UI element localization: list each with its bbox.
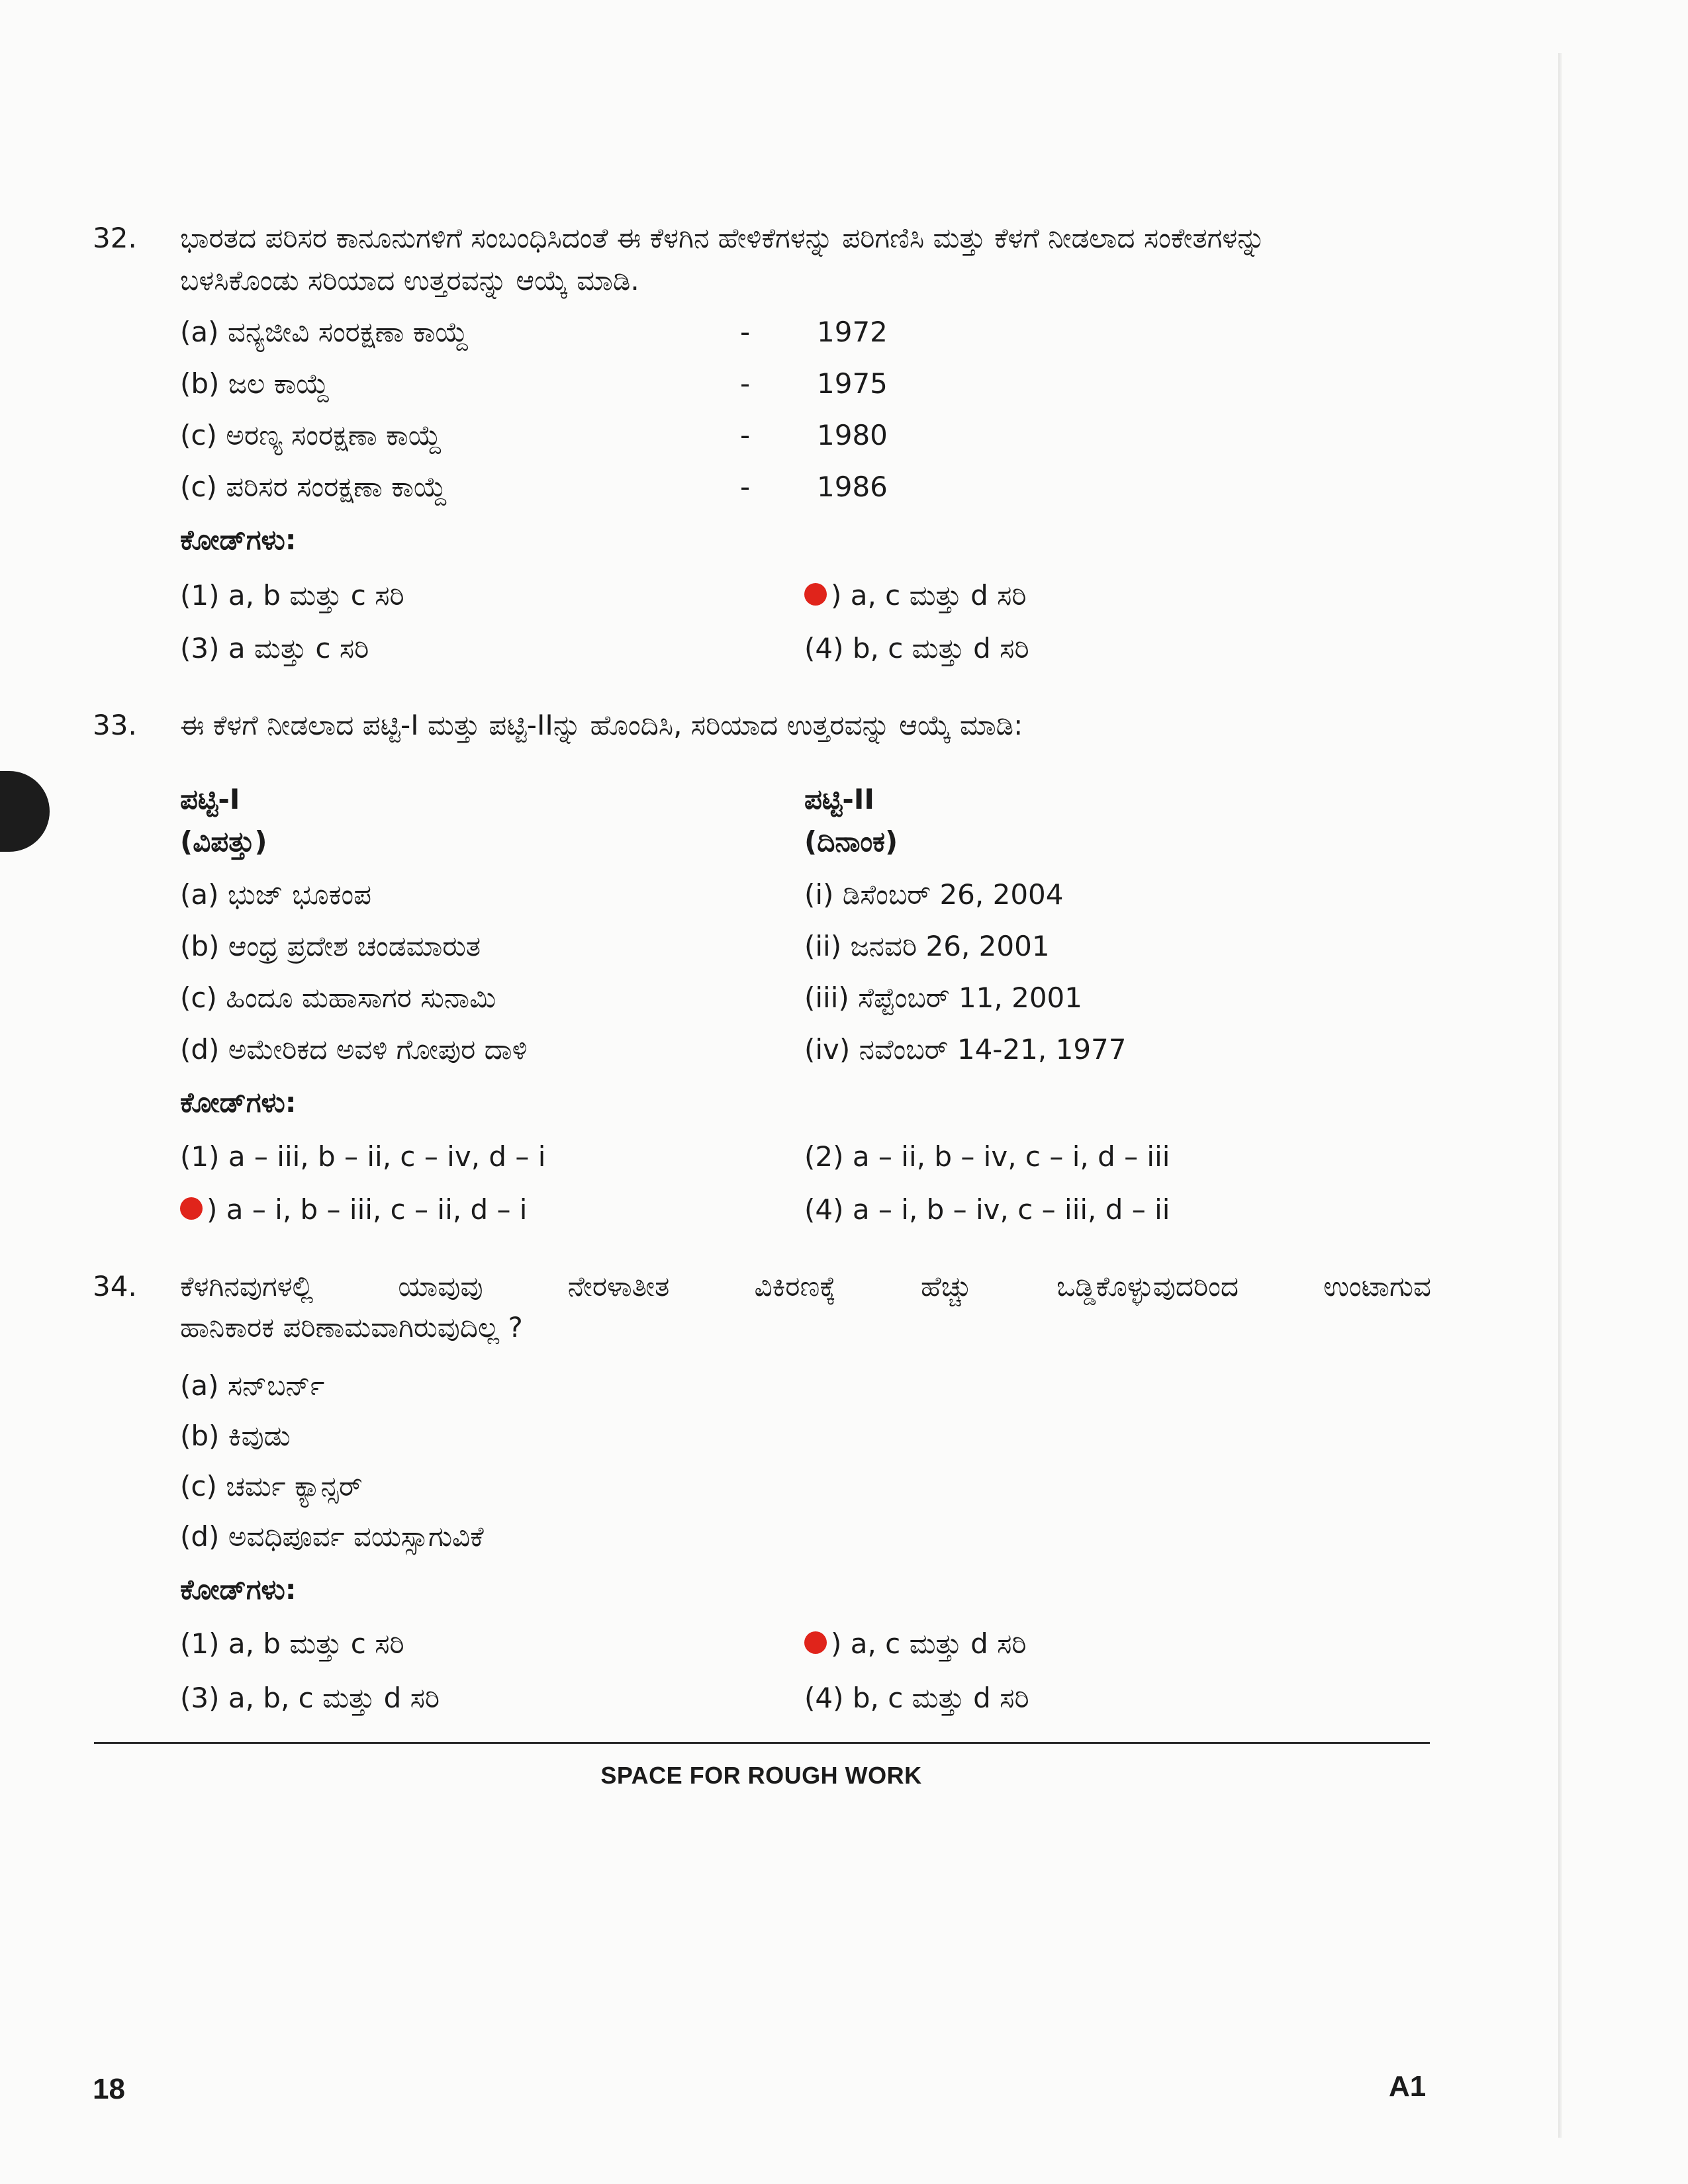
codes-row [93,1087,1436,1118]
statement-label: (c) ಚರ್ಮ ಕ್ಯಾನ್ಸರ್ [180,1470,363,1502]
statement-row [93,471,1436,503]
options-row [93,580,1436,612]
statement-label: (d) ಅವಧಿಪೂರ್ವ ವಯಸ್ಸಾಗುವಿಕೆ [180,1520,484,1553]
option-2[interactable] [804,1628,1027,1660]
codes-label: ಕೋಡ್‌ಗಳು: [180,523,297,556]
option-1[interactable]: (1) a, b ಮತ್ತು c ಸರಿ [180,579,404,612]
option-3[interactable] [180,1194,527,1226]
options-row [93,1141,1436,1173]
match-row [93,982,1436,1014]
statement-label: (c) ಪರಿಸರ ಸಂರಕ್ಷಣಾ ಕಾಯ್ದೆ [180,471,447,503]
list-headers [93,784,1436,815]
option-4[interactable]: (4) b, c ಮತ್ತು d ಸರಿ [804,1682,1029,1714]
question-number: 34. [93,1270,137,1302]
option-4[interactable]: (4) a – i, b – iv, c – iii, d – ii [804,1193,1170,1226]
statement-year: 1980 [817,419,888,451]
question-text [180,222,1431,296]
list2-title: ಪಟ್ಟಿ-II [804,783,875,815]
codes-row [93,524,1436,556]
option-1[interactable]: (1) a, b ಮತ್ತು c ಸರಿ [180,1627,404,1660]
statement-row [93,420,1436,451]
option-2[interactable] [804,580,1027,612]
question-text-line: ಭಾರತದ ಪರಿಸರ ಕಾನೂನುಗಳಿಗೆ ಸಂಬಂಧಿಸಿದಂತೆ ಈ ಕೆಳಗಿನ ಹೇಳಿಕೆಗಳನ್ನು ಪರಿಗಣಿಸಿ ಮತ್ತು ಕೆಳಗೆ ನೀಡಲಾದ ಸಂಕೇತಗಳನ್ನು [180,222,1266,254]
option-text: ) a, c ಮತ್ತು d ಸರಿ [831,1627,1027,1660]
question-number: 33. [93,709,137,741]
question-text-line: ಬಳಸಿಕೊಂಡು ಸರಿಯಾದ ಉತ್ತರವನ್ನು ಆಯ್ಕೆ ಮಾಡಿ. [180,264,639,296]
statement-label: (b) ಕಿವುಡು [180,1420,291,1452]
match-row [93,879,1436,911]
statement-row [93,368,1436,400]
booklet-code: A1 [1389,2070,1427,2103]
match-row [93,1034,1436,1066]
statement-year: 1986 [817,471,888,503]
question-text-line: ಕೆಳಗಿನವುಗಳಲ್ಲಿ ಯಾವುವು ನೇರಳಾತೀತ ವಿಕಿರಣಕ್ಕೆ ಹೆಚ್ಚು ಒಡ್ಡಿಕೊಳ್ಳುವುದರಿಂದ ಉಂಟಾಗುವ [180,1270,1431,1302]
page-tab-marker [0,771,50,852]
question-text: ಈ ಕೆಳಗೆ ನೀಡಲಾದ ಪಟ್ಟಿ-I ಮತ್ತು ಪಟ್ಟಿ-IIನ್ನು ಹೊಂದಿಸಿ, ಸರಿಯಾದ ಉತ್ತರವನ್ನು ಆಯ್ಕೆ ಮಾಡಿ: [180,709,1023,741]
option-text: ) a, c ಮತ್ತು d ಸರಿ [831,579,1027,612]
statement-row [93,1370,1436,1402]
answer-mark-icon [804,1631,827,1654]
statement-dash: - [740,367,751,400]
list2-subtitle: (ದಿನಾಂಕ) [804,825,898,858]
statement-year: 1975 [817,367,888,400]
option-text: ) a – i, b – iii, c – ii, d – i [207,1193,528,1226]
statement-dash: - [740,316,751,348]
statement-label: (a) ಸನ್‌ಬರ್ನ್ [180,1369,325,1402]
list1-item: (d) ಅಮೇರಿಕದ ಅವಳಿ ಗೋಪುರ ದಾಳಿ [180,1033,528,1066]
page-edge [1558,53,1562,2138]
list-subheaders [93,826,1436,858]
answer-mark-icon [804,583,827,606]
question-text [180,1271,1431,1343]
list2-item: (iii) ಸೆಪ್ಟೆಂಬರ್ 11, 2001 [804,981,1082,1014]
question-number: 32. [93,222,137,254]
codes-row [93,1574,1436,1606]
statement-row [93,316,1436,348]
options-row [93,1628,1436,1660]
list2-item: (i) ಡಿಸೆಂಬರ್ 26, 2004 [804,878,1064,911]
statement-label: (a) ವನ್ಯಜೀವಿ ಸಂರಕ್ಷಣಾ ಕಾಯ್ದೆ [180,316,469,348]
list2-item: (iv) ನವೆಂಬರ್ 14-21, 1977 [804,1033,1127,1066]
statement-dash: - [740,419,751,451]
statement-row [93,1471,1436,1502]
options-row [93,1682,1436,1714]
options-row [93,1194,1436,1226]
codes-label: ಕೋಡ್‌ಗಳು: [180,1573,297,1606]
list1-item: (b) ಆಂಧ್ರ ಪ್ರದೇಶ ಚಂಡಮಾರುತ [180,930,481,962]
options-row [93,633,1436,664]
statement-row [93,1420,1436,1452]
divider-line [94,1742,1430,1744]
rough-work-heading: SPACE FOR ROUGH WORK [600,1762,922,1789]
option-2[interactable]: (2) a – ii, b – iv, c – i, d – iii [804,1140,1170,1173]
option-3[interactable]: (3) a ಮತ್ತು c ಸರಿ [180,632,369,664]
statement-year: 1972 [817,316,888,348]
question-text-line: ಹಾನಿಕಾರಕ ಪರಿಣಾಮವಾಗಿರುವುದಿಲ್ಲ ? [180,1311,523,1343]
statement-label: (c) ಅರಣ್ಯ ಸಂರಕ್ಷಣಾ ಕಾಯ್ದೆ [180,419,442,451]
answer-mark-icon [180,1197,203,1220]
option-3[interactable]: (3) a, b, c ಮತ್ತು d ಸರಿ [180,1682,440,1714]
list1-title: ಪಟ್ಟಿ-I [180,783,240,815]
list2-item: (ii) ಜನವರಿ 26, 2001 [804,930,1050,962]
list1-item: (c) ಹಿಂದೂ ಮಹಾಸಾಗರ ಸುನಾಮಿ [180,981,496,1014]
statement-label: (b) ಜಲ ಕಾಯ್ದೆ [180,367,330,400]
match-row [93,931,1436,962]
option-1[interactable]: (1) a – iii, b – ii, c – iv, d – i [180,1140,546,1173]
option-4[interactable]: (4) b, c ಮತ್ತು d ಸರಿ [804,632,1029,664]
list1-subtitle: (ವಿಪತ್ತು) [180,825,267,858]
statement-dash: - [740,471,751,503]
page-number: 18 [93,2073,125,2105]
statement-row [93,1521,1436,1553]
codes-label: ಕೋಡ್‌ಗಳು: [180,1086,297,1118]
list1-item: (a) ಭುಜ್ ಭೂಕಂಪ [180,878,371,911]
